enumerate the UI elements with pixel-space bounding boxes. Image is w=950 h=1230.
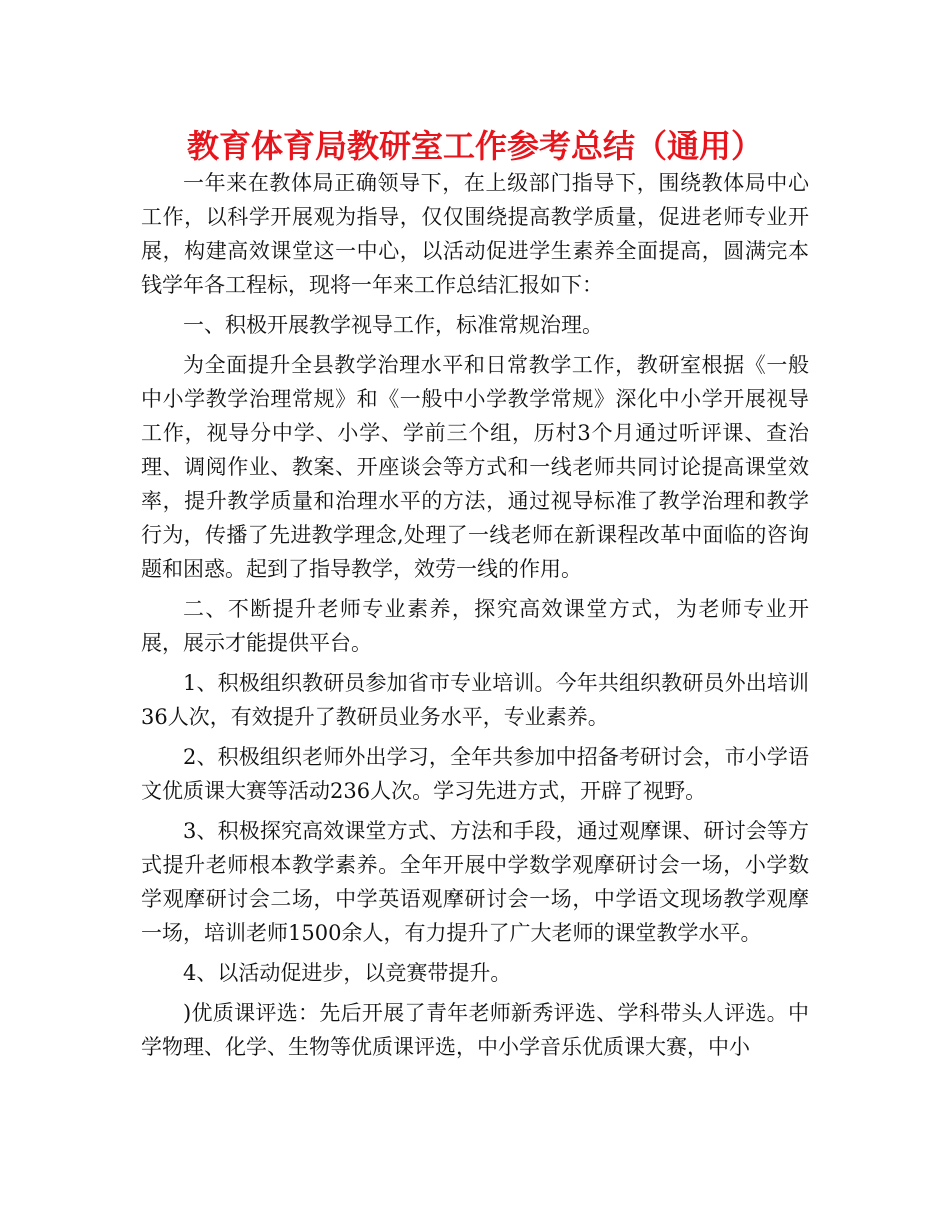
- document-body: [141, 166, 809, 1070]
- paragraph-supervision: 为全面提升全县教学治理水平和日常教学工作，教研室根据《一般中小学教学治理常规》和《一般中小学教学常规》深化中小学开展视导工作，视导分中学、小学、学前三个组，历村3个月通过听评课、查治理、调阅作业、教案、开座谈会等方式和一线老师共同讨论提高课堂效率，提升教学质量和治理水平的方法，通过视导标准了教学治理和教学行为，传播了先进教学理念,处理了一线老师在新课程改革中面临的咨询题和困惑。起到了指导教学，效劳一线的作用。: [141, 353, 809, 581]
- list-item-2: 2、积极组织老师外出学习，全年共参加中招备考研讨会，市小学语文优质课大赛等活动236人次。学习先进方式，开辟了视野。: [141, 745, 809, 803]
- document-title: 教育体育局教研室工作参考总结（通用）: [186, 127, 763, 165]
- paragraph-intro: 一年来在教体局正确领导下，在上级部门指导下，围绕教体局中心工作，以科学开展观为指导，仅仅围绕提高教学质量，促进老师专业开展，构建高效课堂这一中心，以活动促进学生素养全面提高，圆满完本钱学年各工程标，现将一年来工作总结汇报如下：: [141, 171, 809, 297]
- section-heading-2: 二、不断提升老师专业素养，探究高效课堂方式，为老师专业开展，展示才能提供平台。: [141, 597, 809, 655]
- paragraph-quality-lessons: )优质课评选：先后开展了青年老师新秀评选、学科带头人评选。中学物理、化学、生物等优质课评选，中小学音乐优质课大赛，中小: [141, 1001, 809, 1059]
- list-item-3: 3、积极探究高效课堂方式、方法和手段，通过观摩课、研讨会等方式提升老师根本教学素养。全年开展中学数学观摩研讨会一场，小学数学观摩研讨会二场，中学英语观摩研讨会一场，中学语文现场教学观摩一场，培训老师1500余人，有力提升了广大老师的课堂教学水平。: [141, 819, 809, 945]
- list-item-1: 1、积极组织教研员参加省市专业培训。今年共组织教研员外出培训36人次，有效提升了教研员业务水平，专业素养。: [141, 671, 809, 729]
- section-heading-1: 一、积极开展教学视导工作，标准常规治理。: [183, 313, 603, 337]
- list-item-4: 4、以活动促进步，以竞赛带提升。: [183, 961, 512, 985]
